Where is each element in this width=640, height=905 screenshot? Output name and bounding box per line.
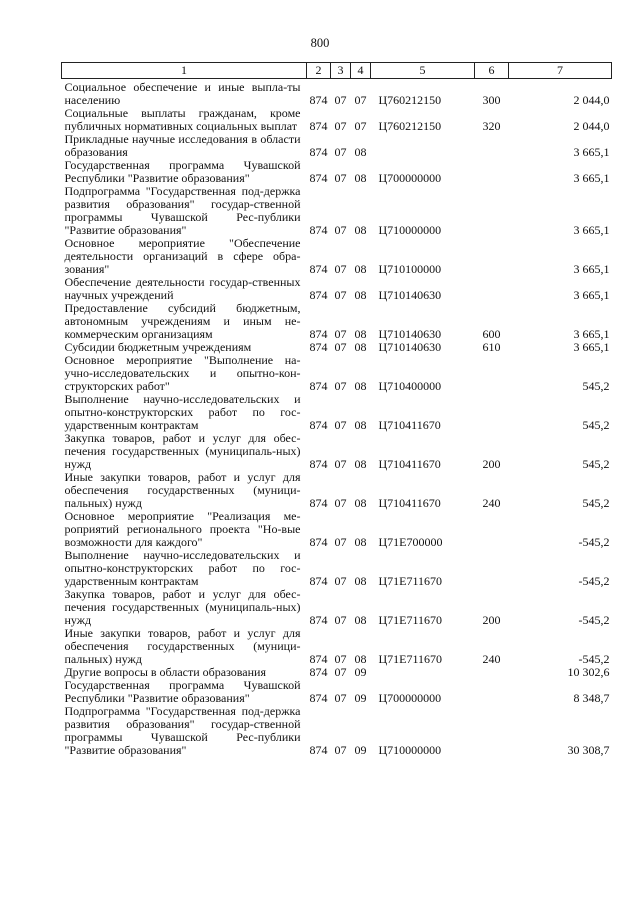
page-number: 800 (310, 36, 330, 50)
row-subsection: 08 (354, 418, 367, 432)
header-col-4: 4 (351, 63, 371, 79)
row-section: 07 (334, 496, 347, 510)
row-target-article: Ц710140630 (378, 340, 442, 354)
row-name: Другие вопросы в области образования (64, 665, 266, 679)
row-target-article: Ц71Е700000 (378, 535, 443, 549)
row-amount: 10 302,6 (567, 665, 610, 679)
table-row (62, 549, 612, 588)
row-subsection: 08 (354, 223, 367, 237)
row-subsection: 08 (354, 613, 367, 627)
row-section: 07 (334, 145, 347, 159)
row-ministry-code: 874 (309, 652, 328, 666)
row-subsection: 08 (354, 288, 367, 302)
row-target-article (371, 666, 475, 679)
row-target-article: Ц71Е711670 (378, 574, 443, 588)
row-amount: 545,2 (582, 418, 610, 432)
row-amount: 2 044,0 (573, 119, 610, 133)
table-row (62, 79, 612, 108)
row-expense-type (475, 354, 509, 393)
row-subsection: 08 (354, 496, 367, 510)
row-amount: 2 044,0 (573, 93, 610, 107)
row-target-article: Ц710400000 (378, 379, 442, 393)
row-expense-type (475, 185, 509, 237)
row-expense-type: 600 (482, 327, 501, 341)
row-target-article: Ц760212150 (378, 93, 442, 107)
row-name: Основное мероприятие "Обеспечение деятельности организаций в сфере обра-зования" (64, 236, 301, 276)
row-expense-type (475, 705, 509, 757)
row-ministry-code: 874 (309, 418, 328, 432)
header-row (62, 63, 612, 79)
row-section: 07 (334, 418, 347, 432)
header-col-7: 7 (509, 63, 612, 79)
row-target-article: Ц710000000 (378, 743, 442, 757)
table-row (62, 432, 612, 471)
row-section: 07 (334, 574, 347, 588)
row-subsection: 07 (354, 119, 367, 133)
row-section: 07 (334, 665, 347, 679)
row-section: 07 (334, 691, 347, 705)
row-amount: 3 665,1 (573, 223, 610, 237)
table-row (62, 276, 612, 302)
row-amount: 3 665,1 (573, 327, 610, 341)
table-body (62, 79, 612, 758)
row-amount: -545,2 (578, 535, 610, 549)
row-expense-type (475, 276, 509, 302)
row-section: 07 (334, 223, 347, 237)
table-row (62, 510, 612, 549)
row-ministry-code: 874 (309, 535, 328, 549)
row-target-article: Ц710100000 (378, 262, 442, 276)
row-ministry-code: 874 (309, 613, 328, 627)
table-row (62, 627, 612, 666)
budget-table (61, 62, 612, 757)
row-expense-type: 240 (482, 496, 501, 510)
row-subsection: 08 (354, 171, 367, 185)
row-ministry-code: 874 (309, 327, 328, 341)
row-amount: 545,2 (582, 496, 610, 510)
row-section: 07 (334, 340, 347, 354)
row-section: 07 (334, 652, 347, 666)
row-subsection: 09 (354, 665, 367, 679)
row-name: Иные закупки товаров, работ и услуг для обеспечения государственных (муници-пальных) нужд (64, 470, 301, 510)
row-ministry-code: 874 (309, 743, 328, 757)
row-amount: 545,2 (582, 457, 610, 471)
row-target-article: Ц710411670 (378, 496, 441, 510)
row-subsection: 08 (354, 574, 367, 588)
row-section: 07 (334, 171, 347, 185)
row-expense-type: 300 (482, 93, 501, 107)
row-amount: 30 308,7 (567, 743, 610, 757)
table-header (62, 63, 612, 79)
row-section: 07 (334, 535, 347, 549)
row-target-article: Ц710140630 (378, 288, 442, 302)
header-col-1: 1 (62, 63, 307, 79)
row-ministry-code: 874 (309, 93, 328, 107)
row-amount: 3 665,1 (573, 262, 610, 276)
header-col-6: 6 (475, 63, 509, 79)
row-subsection: 08 (354, 340, 367, 354)
row-subsection: 08 (354, 379, 367, 393)
row-expense-type (475, 237, 509, 276)
row-ministry-code: 874 (309, 171, 328, 185)
row-subsection: 07 (354, 93, 367, 107)
header-col-5: 5 (371, 63, 475, 79)
row-ministry-code: 874 (309, 457, 328, 471)
table-row (62, 107, 612, 133)
row-section: 07 (334, 379, 347, 393)
row-expense-type: 240 (482, 652, 501, 666)
header-col-2: 2 (307, 63, 331, 79)
row-expense-type: 610 (482, 340, 501, 354)
row-ministry-code: 874 (309, 262, 328, 276)
row-subsection: 08 (354, 262, 367, 276)
row-subsection: 09 (354, 691, 367, 705)
table-row (62, 393, 612, 432)
row-subsection: 08 (354, 145, 367, 159)
row-section: 07 (334, 119, 347, 133)
table-row (62, 159, 612, 185)
row-expense-type: 320 (482, 119, 501, 133)
row-name: Выполнение научно-исследовательских и опытно-конструкторских работ по гос-ударственным контрактам (64, 392, 301, 432)
row-target-article: Ц71Е711670 (378, 652, 443, 666)
row-name: Основное мероприятие "Выполнение на-учно-исследовательских и опытно-кон-структорских работ" (64, 353, 301, 393)
row-section: 07 (334, 457, 347, 471)
row-target-article: Ц710411670 (378, 457, 441, 471)
row-subsection: 09 (354, 743, 367, 757)
row-expense-type (475, 549, 509, 588)
row-target-article (371, 133, 475, 159)
row-target-article: Ц710140630 (378, 327, 442, 341)
row-name: Субсидии бюджетным учреждениям (64, 340, 252, 354)
row-subsection: 08 (354, 535, 367, 549)
row-subsection: 08 (354, 652, 367, 666)
row-target-article: Ц700000000 (378, 171, 442, 185)
row-amount: -545,2 (578, 574, 610, 588)
row-section: 07 (334, 327, 347, 341)
row-amount: -545,2 (578, 613, 610, 627)
row-section: 07 (334, 288, 347, 302)
row-name: Закупка товаров, работ и услуг для обес-печения государственных (муниципаль-ных) нужд (64, 431, 301, 471)
row-subsection: 08 (354, 327, 367, 341)
row-expense-type: 200 (482, 457, 501, 471)
row-name: Предоставление субсидий бюджетным, автономным учреждениям и иным не-коммерческим организациям (64, 301, 301, 341)
row-section: 07 (334, 262, 347, 276)
table-row (62, 354, 612, 393)
table-row (62, 679, 612, 705)
row-target-article: Ц710000000 (378, 223, 442, 237)
row-subsection: 08 (354, 457, 367, 471)
row-expense-type: 200 (482, 613, 501, 627)
row-ministry-code: 874 (309, 145, 328, 159)
row-ministry-code: 874 (309, 223, 328, 237)
row-name: Социальные выплаты гражданам, кроме публичных нормативных социальных выплат (64, 106, 301, 133)
row-name: Обеспечение деятельности государ-ственных научных учреждений (64, 275, 301, 302)
row-section: 07 (334, 613, 347, 627)
row-name: Закупка товаров, работ и услуг для обес-печения государственных (муниципаль-ных) нужд (64, 587, 301, 627)
row-ministry-code: 874 (309, 665, 328, 679)
row-ministry-code: 874 (309, 119, 328, 133)
row-ministry-code: 874 (309, 340, 328, 354)
row-expense-type (475, 510, 509, 549)
row-name: Иные закупки товаров, работ и услуг для обеспечения государственных (муници-пальных) нужд (64, 626, 301, 666)
row-name: Социальное обеспечение и иные выпла-ты населению (64, 80, 301, 107)
row-expense-type (475, 133, 509, 159)
table-row (62, 588, 612, 627)
row-target-article: Ц700000000 (378, 691, 442, 705)
row-amount: 3 665,1 (573, 171, 610, 185)
row-expense-type (475, 393, 509, 432)
row-amount: 3 665,1 (573, 145, 610, 159)
table-row (62, 237, 612, 276)
row-ministry-code: 874 (309, 574, 328, 588)
row-target-article: Ц710411670 (378, 418, 441, 432)
row-ministry-code: 874 (309, 496, 328, 510)
row-amount: 8 348,7 (573, 691, 610, 705)
row-amount: 545,2 (582, 379, 610, 393)
row-name: Подпрограмма "Государственная под-держка развития образования" государ-ственной программы Чувашской Рес-публики "Развитие образования" (64, 184, 301, 237)
row-target-article: Ц71Е711670 (378, 613, 443, 627)
row-expense-type (475, 679, 509, 705)
row-ministry-code: 874 (309, 379, 328, 393)
row-amount: -545,2 (578, 652, 610, 666)
row-name: Основное мероприятие "Реализация ме-роприятий регионального проекта "Но-вые возможности для каждого" (64, 509, 301, 549)
row-amount: 3 665,1 (573, 340, 610, 354)
table-row (62, 705, 612, 757)
row-expense-type (475, 666, 509, 679)
row-name: Государственная программа Чувашской Республики "Развитие образования" (64, 158, 301, 185)
row-name: Подпрограмма "Государственная под-держка развития образования" государ-ственной программы Чувашской Рес-публики "Развитие образования" (64, 704, 301, 757)
row-name: Государственная программа Чувашской Республики "Развитие образования" (64, 678, 301, 705)
header-col-3: 3 (331, 63, 351, 79)
row-amount: 3 665,1 (573, 288, 610, 302)
row-name: Выполнение научно-исследовательских и опытно-конструкторских работ по гос-ударственным контрактам (64, 548, 301, 588)
table-row (62, 302, 612, 341)
row-section: 07 (334, 743, 347, 757)
table-row (62, 471, 612, 510)
row-ministry-code: 874 (309, 288, 328, 302)
row-target-article: Ц760212150 (378, 119, 442, 133)
row-ministry-code: 874 (309, 691, 328, 705)
table-row (62, 133, 612, 159)
row-expense-type (475, 159, 509, 185)
table-row (62, 185, 612, 237)
row-name: Прикладные научные исследования в области образования (64, 132, 301, 159)
row-section: 07 (334, 93, 347, 107)
